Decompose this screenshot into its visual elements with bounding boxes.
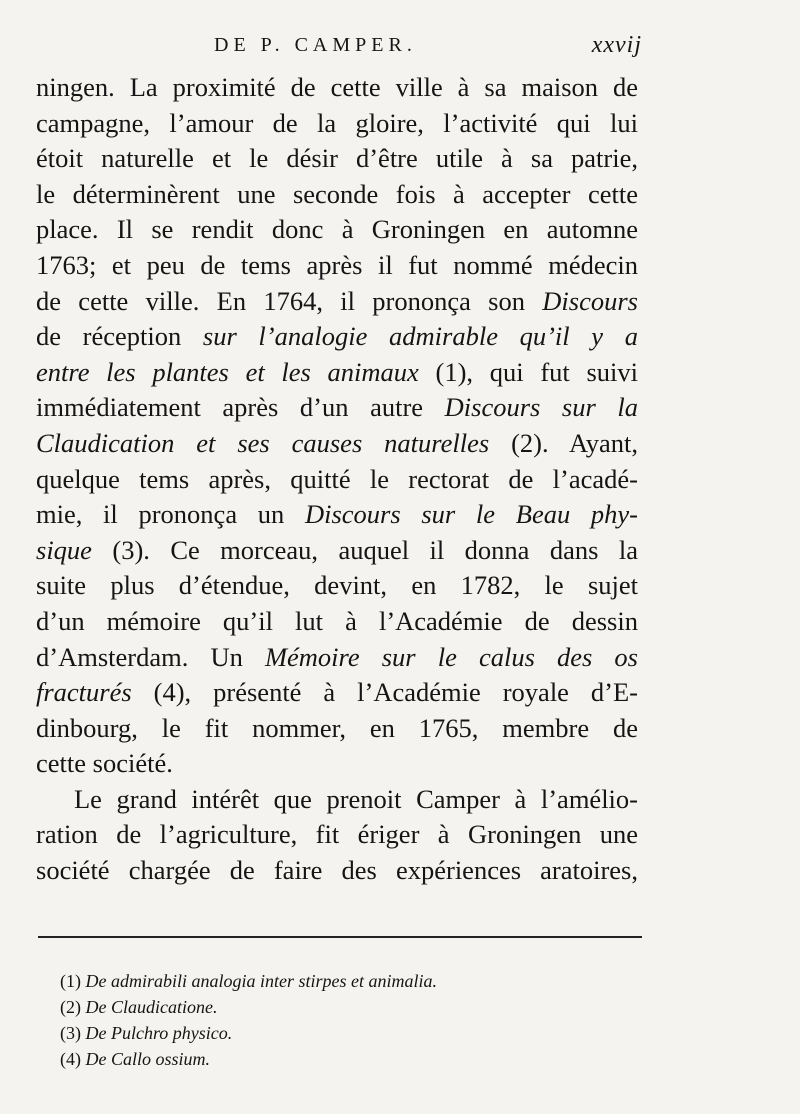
text-run: place. Il se rendit donc à Groningen en automne: [36, 214, 638, 245]
footnote-number: (1): [60, 971, 81, 991]
footnote: [60, 968, 620, 994]
paragraph-1: [36, 70, 638, 782]
text-run: (1), qui fut suivi: [418, 356, 638, 387]
text-run: campagne, l’amour de la gloire, l’activité qui lui: [36, 107, 638, 138]
text-line: [36, 355, 638, 391]
footnote: [60, 994, 620, 1020]
text-run: le déterminèrent une seconde fois à accepter cette: [36, 178, 638, 209]
text-line: [36, 390, 638, 426]
text-line: [36, 284, 638, 320]
text-run: (4), présenté à l’Académie royale d’E-: [131, 677, 638, 708]
italic-text: Discours sur le Beau phy-: [304, 499, 638, 530]
footnote-number: (4): [60, 1049, 81, 1069]
page-header: [36, 34, 642, 70]
text-line: [36, 533, 638, 569]
text-run: ration de l’agriculture, fit ériger à Groningen une: [36, 819, 638, 850]
text-line: [36, 853, 638, 889]
footnote-number: (2): [60, 997, 81, 1017]
text-line: [36, 70, 638, 106]
running-head: DE P. CAMPER.: [214, 34, 417, 56]
text-run: de cette ville. En 1764, il prononça son: [36, 285, 543, 316]
footnote: [60, 1046, 620, 1072]
text-line: [36, 782, 638, 818]
italic-text: Mémoire sur le calus des os: [264, 641, 638, 672]
text-line: [36, 497, 638, 533]
footnote-number: (3): [60, 1023, 81, 1043]
text-line: [36, 106, 638, 142]
main-text: [36, 70, 638, 889]
text-line: [36, 711, 638, 747]
text-run: ningen. La proximité de cette ville à sa maison de: [36, 72, 638, 102]
text-line: [36, 462, 638, 498]
text-run: dinbourg, le fit nommer, en 1765, membre de: [36, 712, 638, 743]
footnote-text: De Callo ossium.: [85, 1049, 211, 1069]
text-run: cette société.: [36, 748, 173, 779]
text-run: immédiatement après d’un autre: [36, 392, 445, 423]
text-line: [36, 746, 638, 782]
italic-text: sique: [36, 534, 92, 565]
paragraph-2: [36, 782, 638, 889]
text-run: suite plus d’étendue, devint, en 1782, le sujet: [36, 570, 638, 601]
italic-text: Discours sur la: [444, 392, 638, 423]
text-run: mie, il prononça un: [36, 499, 305, 530]
text-line: [36, 248, 638, 284]
text-run: d’un mémoire qu’il lut à l’Académie de dessin: [36, 605, 638, 636]
italic-text: Discours: [542, 285, 638, 316]
text-line: [36, 212, 638, 248]
text-line: [36, 640, 638, 676]
text-line: [36, 141, 638, 177]
text-line: [36, 675, 638, 711]
page-number: xxvij: [591, 32, 642, 58]
text-run: d’Amsterdam. Un: [36, 641, 265, 672]
text-line: [36, 568, 638, 604]
italic-text: sur l’analogie admirable qu’il y a: [202, 321, 638, 352]
footnotes: [60, 968, 620, 1072]
text-run: société chargée de faire des expériences aratoires,: [36, 855, 638, 886]
text-line: [36, 604, 638, 640]
footnote: [60, 1020, 620, 1046]
footnote-rule: [38, 936, 642, 938]
italic-text: Claudication et ses causes naturelles: [36, 427, 490, 458]
footnote-text: De Claudicatione.: [85, 997, 218, 1017]
text-run: étoit naturelle et le désir d’être utile à sa patrie,: [36, 143, 638, 174]
text-run: quelque tems après, quitté le rectorat de l’acadé-: [36, 463, 638, 494]
text-line: [36, 426, 638, 462]
text-run: 1763; et peu de tems après il fut nommé médecin: [36, 249, 638, 280]
italic-text: fracturés: [36, 677, 132, 708]
text-line: [36, 817, 638, 853]
text-run: (3). Ce morceau, auquel il donna dans la: [91, 534, 638, 565]
text-run: (2). Ayant,: [489, 427, 638, 458]
text-run: Le grand intérêt que prenoit Camper à l’amélio-: [74, 783, 638, 814]
text-line: [36, 177, 638, 213]
text-line: [36, 319, 638, 355]
footnote-text: De admirabili analogia inter stirpes et animalia.: [85, 971, 437, 991]
text-run: de réception: [36, 321, 203, 352]
italic-text: entre les plantes et les animaux: [36, 356, 419, 387]
footnote-text: De Pulchro physico.: [85, 1023, 233, 1043]
